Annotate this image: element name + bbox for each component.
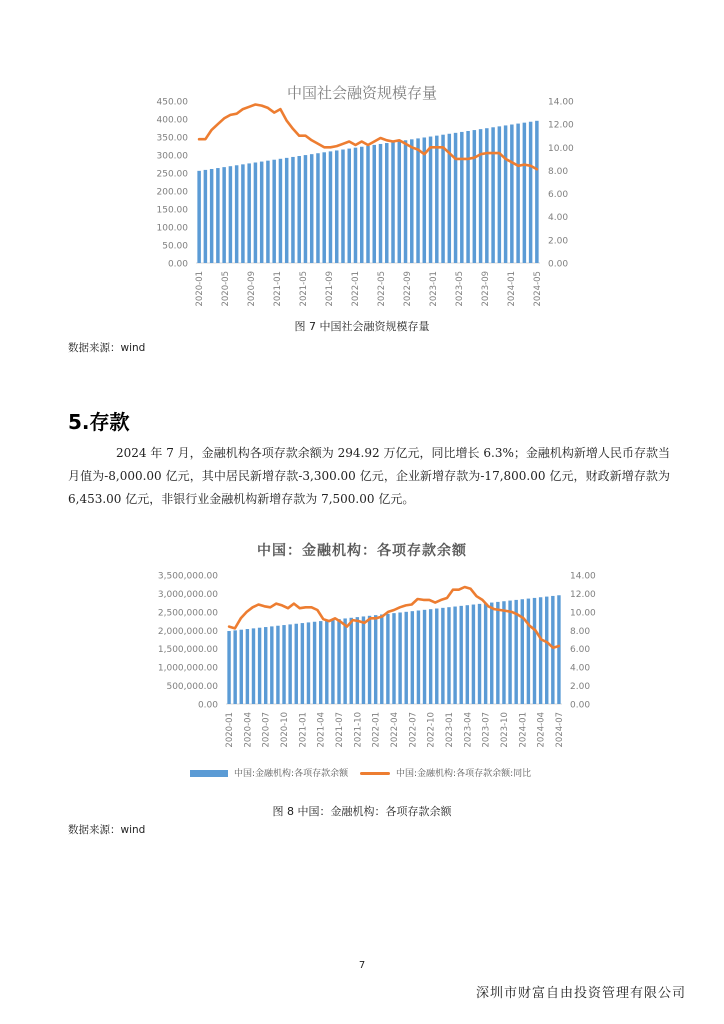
x-axis-tick-label: 2024-07 <box>554 711 565 748</box>
bar <box>307 622 310 704</box>
x-axis-tick-label: 2022-01 <box>371 712 382 748</box>
x-axis-tick-label: 2023-04 <box>463 711 474 748</box>
x-axis-tick-label: 2024-01 <box>518 712 529 748</box>
bar <box>319 621 322 704</box>
left-axis-tick-label: 0.00 <box>167 259 188 270</box>
left-axis-tick-label: 100.00 <box>156 223 188 234</box>
left-axis-tick-label: 2,000,000.00 <box>157 626 218 637</box>
bar <box>252 628 255 704</box>
figure8-source: 数据来源：wind <box>68 824 146 836</box>
x-axis-tick-label: 2020-09 <box>247 271 258 307</box>
left-axis-tick-label: 3,000,000.00 <box>157 589 218 600</box>
bar <box>295 624 298 704</box>
x-axis-tick-label: 2020-10 <box>280 711 290 748</box>
x-axis-tick-label: 2023-09 <box>480 270 491 307</box>
bar <box>398 612 401 704</box>
left-axis-tick-label: 150.00 <box>156 205 188 216</box>
bar <box>356 617 359 704</box>
x-axis-tick-label: 2022-05 <box>377 271 387 307</box>
left-axis-tick-label: 50.00 <box>162 241 188 252</box>
bar <box>411 611 414 704</box>
left-axis-tick-label: 3,500,000.00 <box>157 571 218 582</box>
bar <box>282 625 285 704</box>
bar <box>350 618 353 704</box>
bar <box>362 616 365 704</box>
x-axis-tick-label: 2024-05 <box>532 271 543 307</box>
chart2-legend-line <box>360 766 531 779</box>
bar <box>276 626 279 704</box>
bar <box>423 610 426 704</box>
left-axis-tick-label: 1,000,000.00 <box>157 663 218 674</box>
bar <box>374 615 377 704</box>
x-axis-tick-label: 2023-07 <box>481 711 492 748</box>
figure7-caption: 图 7 中国社会融资规模存量 <box>294 320 430 333</box>
left-axis-tick-label: 0.00 <box>197 700 218 711</box>
x-axis-tick-label: 2021-05 <box>299 270 309 307</box>
left-axis-tick-label: 2,500,000.00 <box>157 608 218 619</box>
right-axis-tick-label: 2.00 <box>570 682 591 693</box>
chart2-legend-bar <box>190 766 348 779</box>
bar <box>484 603 487 704</box>
right-axis-tick-label: 14.00 <box>570 571 596 582</box>
chart2-title: 中国：金融机构：各项存款余额 <box>257 543 467 559</box>
x-axis-tick-label: 2020-07 <box>261 711 272 748</box>
bar <box>288 624 291 704</box>
x-axis-tick-label: 2021-07 <box>335 711 345 748</box>
bar <box>337 619 340 704</box>
left-axis-tick-label: 250.00 <box>156 169 188 180</box>
bar <box>527 599 530 704</box>
bar <box>478 604 481 704</box>
bar <box>490 603 493 704</box>
x-axis-tick-label: 2023-10 <box>500 712 510 748</box>
right-axis-tick-label: 4.00 <box>548 213 569 224</box>
bar <box>392 613 395 704</box>
x-axis-tick-label: 2021-10 <box>353 711 364 748</box>
x-axis-tick-label: 2022-01 <box>351 270 361 307</box>
x-axis-tick-label: 2021-04 <box>316 712 327 748</box>
x-axis-tick-label: 2020-04 <box>243 712 254 748</box>
bar <box>343 618 346 704</box>
legend-bar-swatch <box>190 770 228 777</box>
x-axis-tick-label: 2024-01 <box>506 271 517 307</box>
x-axis-tick-label: 2021-09 <box>325 270 335 307</box>
right-axis-tick-label: 0.00 <box>548 259 569 270</box>
right-axis-tick-label: 8.00 <box>548 166 569 177</box>
left-axis-tick-label: 450.00 <box>156 97 188 108</box>
bar <box>466 605 469 704</box>
bar <box>331 620 334 704</box>
x-axis-tick-label: 2021-01 <box>273 271 284 307</box>
chart1-title: 中国社会融资规模存量 <box>286 84 437 102</box>
bar <box>233 630 236 704</box>
left-axis-tick-label: 400.00 <box>156 115 188 126</box>
bar <box>521 599 524 704</box>
bar <box>508 601 511 704</box>
right-axis-tick-label: 6.00 <box>570 645 591 656</box>
left-axis-tick-label: 1,500,000.00 <box>157 645 218 656</box>
bar <box>429 609 432 704</box>
bar <box>240 630 243 704</box>
x-axis-tick-label: 2020-01 <box>195 270 206 307</box>
bar <box>533 598 536 704</box>
right-axis-tick-label: 0.00 <box>570 700 591 711</box>
bar <box>447 607 450 704</box>
page-number: 7 <box>358 960 366 971</box>
left-axis-tick-label: 300.00 <box>156 151 188 162</box>
x-axis-tick-label: 2020-01 <box>225 712 236 748</box>
right-axis-tick-label: 14.00 <box>548 97 574 108</box>
bar <box>453 607 456 704</box>
figure8-caption: 图 8 中国：金融机构：各项存款余额 <box>272 805 452 818</box>
bar <box>246 629 249 704</box>
deposit-paragraph-text: 2024 年 7 月，金融机构各项存款余额为 294.92 万亿元，同比增长 6.3%；金融机构新增人民币存款当月值为-8,000.00 亿元，其中居民新增存款-3,300.00 亿元，企业新增存款为-17,800.00 亿元，财政新增存款为 6,453.00 亿元，非银行业金融机构新增存款为 7,500.00 亿元。 <box>68 446 670 506</box>
legend-line-swatch <box>360 772 390 775</box>
x-axis-tick-label: 2023-01 <box>445 712 455 748</box>
bar <box>472 605 475 704</box>
right-axis-tick-label: 12.00 <box>570 589 596 600</box>
bar <box>539 597 542 704</box>
bar <box>405 612 408 704</box>
right-axis-tick-label: 12.00 <box>548 120 574 131</box>
bar <box>301 623 304 704</box>
figure7-source: 数据来源：wind <box>68 342 146 354</box>
x-axis-tick-label: 2023-01 <box>429 271 439 307</box>
right-axis-tick-label: 10.00 <box>548 143 574 154</box>
x-axis-tick-label: 2020-05 <box>221 270 232 307</box>
x-axis-tick-label: 2023-05 <box>454 270 465 307</box>
bar <box>551 596 554 704</box>
bar <box>459 606 462 704</box>
bar <box>386 614 389 704</box>
right-axis-tick-label: 8.00 <box>570 626 591 637</box>
x-axis-tick-label: 2022-07 <box>408 711 419 748</box>
bar <box>417 610 420 704</box>
bar <box>557 595 560 704</box>
bar <box>496 602 499 704</box>
bar <box>502 601 505 704</box>
x-axis-tick-label: 2022-04 <box>390 712 400 748</box>
x-axis-tick-label: 2022-10 <box>426 712 437 748</box>
left-axis-tick-label: 350.00 <box>156 133 188 144</box>
legend-bar-label: 中国:金融机构:各项存款余额 <box>234 769 349 779</box>
bar <box>441 608 444 704</box>
bar <box>227 631 230 704</box>
legend-line-label: 中国:金融机构:各项存款余额:同比 <box>396 769 532 779</box>
right-axis-tick-label: 6.00 <box>548 190 569 201</box>
x-axis-tick-label: 2022-09 <box>403 271 413 307</box>
company-name: 深圳市财富自由投资管理有限公司 <box>475 986 686 1001</box>
right-axis-tick-label: 2.00 <box>548 236 569 247</box>
bar <box>258 628 261 704</box>
bar <box>545 597 548 704</box>
left-axis-tick-label: 200.00 <box>156 187 188 198</box>
bar <box>368 616 371 704</box>
bar <box>325 620 328 704</box>
bar <box>313 622 316 704</box>
bar <box>270 626 273 704</box>
right-axis-tick-label: 4.00 <box>570 663 591 674</box>
x-axis-tick-label: 2021-01 <box>298 712 309 748</box>
bar <box>264 627 267 704</box>
bar <box>435 609 438 704</box>
right-axis-tick-label: 10.00 <box>570 608 596 619</box>
bar <box>380 614 383 704</box>
left-axis-tick-label: 500,000.00 <box>166 682 218 693</box>
x-axis-tick-label: 2024-04 <box>536 711 547 748</box>
section-heading: 5.存款 <box>68 410 130 434</box>
